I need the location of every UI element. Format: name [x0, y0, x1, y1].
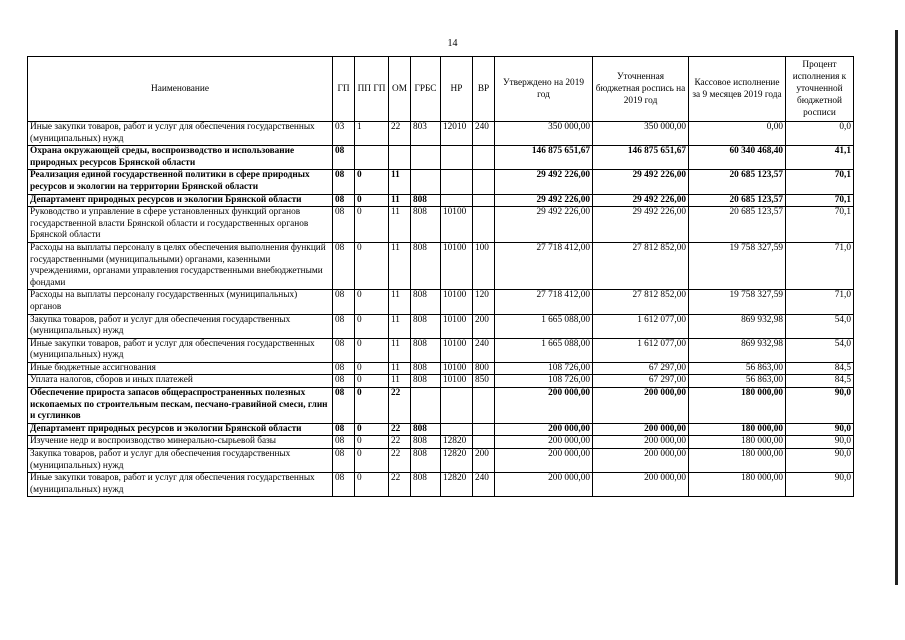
cell-refined: 146 875 651,67	[593, 146, 689, 170]
cell-percent: 0,0	[786, 122, 854, 146]
table-row	[28, 146, 854, 170]
cell-vr: 200	[473, 314, 495, 338]
cell-name: Иные закупки товаров, работ и услуг для обеспечения государственных (муниципальных) нужд	[28, 473, 333, 497]
cell-percent: 71,0	[786, 290, 854, 314]
cell-vr	[473, 207, 495, 243]
cell-approved: 29 492 226,00	[495, 194, 593, 207]
cell-grbs: 808	[411, 449, 441, 473]
cell-percent: 90,0	[786, 473, 854, 497]
cell-np: 10100	[441, 207, 473, 243]
cell-gp: 08	[333, 338, 355, 362]
cell-vr	[473, 423, 495, 436]
cell-refined: 27 812 852,00	[593, 290, 689, 314]
table-row	[28, 375, 854, 388]
cell-percent: 90,0	[786, 388, 854, 424]
cell-name: Руководство и управление в сфере установленных функций органов государственной власти Брянской области и государственных органов Брянской области	[28, 207, 333, 243]
cell-cash: 56 863,00	[689, 362, 786, 375]
table-row	[28, 170, 854, 194]
cell-ppgp: 0	[355, 473, 389, 497]
cell-om: 22	[389, 436, 411, 449]
cell-cash: 180 000,00	[689, 449, 786, 473]
cell-np: 10100	[441, 242, 473, 289]
cell-gp: 08	[333, 146, 355, 170]
cell-grbs: 808	[411, 375, 441, 388]
cell-percent: 54,0	[786, 338, 854, 362]
table-row	[28, 194, 854, 207]
table-row	[28, 423, 854, 436]
cell-cash: 869 932,98	[689, 314, 786, 338]
cell-cash: 0,00	[689, 122, 786, 146]
cell-vr: 800	[473, 362, 495, 375]
cell-gp: 08	[333, 449, 355, 473]
cell-ppgp: 1	[355, 122, 389, 146]
table-row	[28, 338, 854, 362]
cell-grbs: 808	[411, 473, 441, 497]
cell-percent: 84,5	[786, 362, 854, 375]
table-row	[28, 473, 854, 497]
cell-percent: 70,1	[786, 207, 854, 243]
cell-vr: 240	[473, 338, 495, 362]
cell-approved: 1 665 088,00	[495, 314, 593, 338]
header-vr: ВР	[473, 57, 495, 122]
cell-ppgp: 0	[355, 375, 389, 388]
cell-cash: 60 340 468,40	[689, 146, 786, 170]
cell-gp: 08	[333, 170, 355, 194]
cell-name: Иные закупки товаров, работ и услуг для обеспечения государственных (муниципальных) нужд	[28, 338, 333, 362]
cell-refined: 27 812 852,00	[593, 242, 689, 289]
cell-cash: 180 000,00	[689, 436, 786, 449]
cell-refined: 350 000,00	[593, 122, 689, 146]
cell-grbs: 808	[411, 242, 441, 289]
table-row	[28, 242, 854, 289]
cell-vr: 100	[473, 242, 495, 289]
cell-ppgp: 0	[355, 242, 389, 289]
header-percent: Процент исполнения к уточненной бюджетной росписи	[786, 57, 854, 122]
cell-grbs: 808	[411, 436, 441, 449]
cell-approved: 200 000,00	[495, 423, 593, 436]
cell-grbs	[411, 170, 441, 194]
cell-np	[441, 146, 473, 170]
cell-approved: 200 000,00	[495, 449, 593, 473]
cell-ppgp: 0	[355, 436, 389, 449]
cell-refined: 1 612 077,00	[593, 338, 689, 362]
cell-percent: 70,1	[786, 194, 854, 207]
cell-vr	[473, 388, 495, 424]
cell-refined: 67 297,00	[593, 375, 689, 388]
cell-percent: 70,1	[786, 170, 854, 194]
cell-refined: 29 492 226,00	[593, 170, 689, 194]
cell-percent: 54,0	[786, 314, 854, 338]
cell-percent: 41,1	[786, 146, 854, 170]
table-row	[28, 290, 854, 314]
cell-percent: 84,5	[786, 375, 854, 388]
cell-name: Обеспечение прироста запасов общераспространенных полезных ископаемых по строительным пескам, песчано-гравийной смеси, глин и суглинков	[28, 388, 333, 424]
cell-grbs	[411, 146, 441, 170]
cell-om: 11	[389, 375, 411, 388]
header-cash: Кассовое исполнение за 9 месяцев 2019 года	[689, 57, 786, 122]
cell-grbs: 808	[411, 207, 441, 243]
cell-percent: 90,0	[786, 449, 854, 473]
cell-refined: 200 000,00	[593, 388, 689, 424]
table-row	[28, 207, 854, 243]
cell-np	[441, 194, 473, 207]
cell-np: 10100	[441, 338, 473, 362]
cell-grbs: 808	[411, 290, 441, 314]
cell-ppgp: 0	[355, 290, 389, 314]
cell-refined: 29 492 226,00	[593, 207, 689, 243]
cell-gp: 08	[333, 207, 355, 243]
cell-gp: 08	[333, 423, 355, 436]
cell-om: 22	[389, 449, 411, 473]
cell-gp: 08	[333, 375, 355, 388]
cell-om: 22	[389, 388, 411, 424]
table-body	[28, 122, 854, 497]
cell-np: 12010	[441, 122, 473, 146]
cell-ppgp: 0	[355, 170, 389, 194]
cell-name: Уплата налогов, сборов и иных платежей	[28, 375, 333, 388]
cell-ppgp: 0	[355, 449, 389, 473]
cell-cash: 869 932,98	[689, 338, 786, 362]
cell-percent: 90,0	[786, 436, 854, 449]
cell-approved: 108 726,00	[495, 375, 593, 388]
cell-refined: 200 000,00	[593, 473, 689, 497]
cell-om: 11	[389, 314, 411, 338]
cell-gp: 08	[333, 436, 355, 449]
cell-om: 11	[389, 242, 411, 289]
cell-np: 10100	[441, 362, 473, 375]
cell-cash: 180 000,00	[689, 423, 786, 436]
cell-om: 22	[389, 473, 411, 497]
cell-approved: 1 665 088,00	[495, 338, 593, 362]
cell-cash: 180 000,00	[689, 388, 786, 424]
cell-vr	[473, 146, 495, 170]
header-ppgp: ПП ГП	[355, 57, 389, 122]
cell-approved: 200 000,00	[495, 436, 593, 449]
cell-om: 22	[389, 122, 411, 146]
cell-refined: 29 492 226,00	[593, 194, 689, 207]
cell-vr: 200	[473, 449, 495, 473]
cell-gp: 08	[333, 473, 355, 497]
cell-grbs	[411, 388, 441, 424]
scan-edge-mark	[895, 30, 898, 585]
cell-cash: 19 758 327,59	[689, 290, 786, 314]
cell-cash: 20 685 123,57	[689, 194, 786, 207]
cell-om: 11	[389, 290, 411, 314]
table-row	[28, 436, 854, 449]
cell-cash: 56 863,00	[689, 375, 786, 388]
cell-name: Изучение недр и воспроизводство минерально-сырьевой базы	[28, 436, 333, 449]
table-row	[28, 449, 854, 473]
cell-name: Департамент природных ресурсов и экологии Брянской области	[28, 194, 333, 207]
cell-name: Иные бюджетные ассигнования	[28, 362, 333, 375]
cell-approved: 350 000,00	[495, 122, 593, 146]
cell-refined: 1 612 077,00	[593, 314, 689, 338]
cell-cash: 20 685 123,57	[689, 207, 786, 243]
cell-ppgp	[355, 146, 389, 170]
cell-refined: 200 000,00	[593, 423, 689, 436]
cell-approved: 29 492 226,00	[495, 170, 593, 194]
cell-np	[441, 423, 473, 436]
header-grbs: ГРБС	[411, 57, 441, 122]
cell-vr: 240	[473, 473, 495, 497]
cell-approved: 27 718 412,00	[495, 290, 593, 314]
cell-om: 22	[389, 423, 411, 436]
cell-grbs: 803	[411, 122, 441, 146]
cell-name: Закупка товаров, работ и услуг для обеспечения государственных (муниципальных) нужд	[28, 449, 333, 473]
cell-grbs: 808	[411, 194, 441, 207]
cell-cash: 19 758 327,59	[689, 242, 786, 289]
cell-gp: 08	[333, 242, 355, 289]
cell-approved: 146 875 651,67	[495, 146, 593, 170]
budget-table	[27, 56, 854, 497]
cell-gp: 08	[333, 388, 355, 424]
cell-ppgp: 0	[355, 338, 389, 362]
cell-name: Реализация единой государственной политики в сфере природных ресурсов и экологии на территории Брянской области	[28, 170, 333, 194]
cell-om: 11	[389, 194, 411, 207]
cell-percent: 90,0	[786, 423, 854, 436]
cell-name: Закупка товаров, работ и услуг для обеспечения государственных (муниципальных) нужд	[28, 314, 333, 338]
header-np: НР	[441, 57, 473, 122]
cell-np: 12820	[441, 473, 473, 497]
cell-om: 11	[389, 207, 411, 243]
cell-name: Охрана окружающей среды, воспроизводство и использование природных ресурсов Брянской области	[28, 146, 333, 170]
header-om: ОМ	[389, 57, 411, 122]
cell-vr: 850	[473, 375, 495, 388]
cell-np: 10100	[441, 314, 473, 338]
cell-cash: 20 685 123,57	[689, 170, 786, 194]
table-header-row	[28, 57, 854, 122]
cell-np: 10100	[441, 375, 473, 388]
cell-vr	[473, 436, 495, 449]
cell-grbs: 808	[411, 362, 441, 375]
cell-grbs: 808	[411, 423, 441, 436]
table-row	[28, 362, 854, 375]
cell-approved: 108 726,00	[495, 362, 593, 375]
cell-ppgp: 0	[355, 423, 389, 436]
cell-om: 11	[389, 170, 411, 194]
cell-ppgp: 0	[355, 314, 389, 338]
header-name: Наименование	[28, 57, 333, 122]
cell-vr: 120	[473, 290, 495, 314]
cell-approved: 27 718 412,00	[495, 242, 593, 289]
header-refined: Уточненная бюджетная роспись на 2019 год	[593, 57, 689, 122]
cell-name: Расходы на выплаты персоналу в целях обеспечения выполнения функций государственными (муниципальными) органами, казенными учреждениями, органами управления государственными внебюджетными фондами	[28, 242, 333, 289]
cell-refined: 200 000,00	[593, 436, 689, 449]
cell-gp: 03	[333, 122, 355, 146]
cell-ppgp: 0	[355, 194, 389, 207]
cell-om: 11	[389, 338, 411, 362]
cell-ppgp: 0	[355, 362, 389, 375]
cell-om	[389, 146, 411, 170]
cell-vr	[473, 170, 495, 194]
cell-vr	[473, 194, 495, 207]
header-approved: Утверждено на 2019 год	[495, 57, 593, 122]
cell-ppgp: 0	[355, 207, 389, 243]
page-number: 14	[447, 38, 458, 49]
cell-name: Иные закупки товаров, работ и услуг для обеспечения государственных (муниципальных) нужд	[28, 122, 333, 146]
table-row	[28, 388, 854, 424]
cell-gp: 08	[333, 290, 355, 314]
table-row	[28, 122, 854, 146]
cell-grbs: 808	[411, 338, 441, 362]
cell-name: Расходы на выплаты персоналу государственных (муниципальных) органов	[28, 290, 333, 314]
cell-np: 12820	[441, 436, 473, 449]
cell-ppgp: 0	[355, 388, 389, 424]
cell-cash: 180 000,00	[689, 473, 786, 497]
cell-gp: 08	[333, 314, 355, 338]
cell-refined: 200 000,00	[593, 449, 689, 473]
cell-gp: 08	[333, 194, 355, 207]
header-gp: ГП	[333, 57, 355, 122]
cell-grbs: 808	[411, 314, 441, 338]
cell-np: 12820	[441, 449, 473, 473]
table-row	[28, 314, 854, 338]
cell-np	[441, 170, 473, 194]
cell-np	[441, 388, 473, 424]
cell-vr: 240	[473, 122, 495, 146]
cell-om: 11	[389, 362, 411, 375]
cell-approved: 200 000,00	[495, 473, 593, 497]
cell-name: Департамент природных ресурсов и экологии Брянской области	[28, 423, 333, 436]
cell-refined: 67 297,00	[593, 362, 689, 375]
cell-np: 10100	[441, 290, 473, 314]
cell-approved: 200 000,00	[495, 388, 593, 424]
cell-approved: 29 492 226,00	[495, 207, 593, 243]
cell-percent: 71,0	[786, 242, 854, 289]
cell-gp: 08	[333, 362, 355, 375]
